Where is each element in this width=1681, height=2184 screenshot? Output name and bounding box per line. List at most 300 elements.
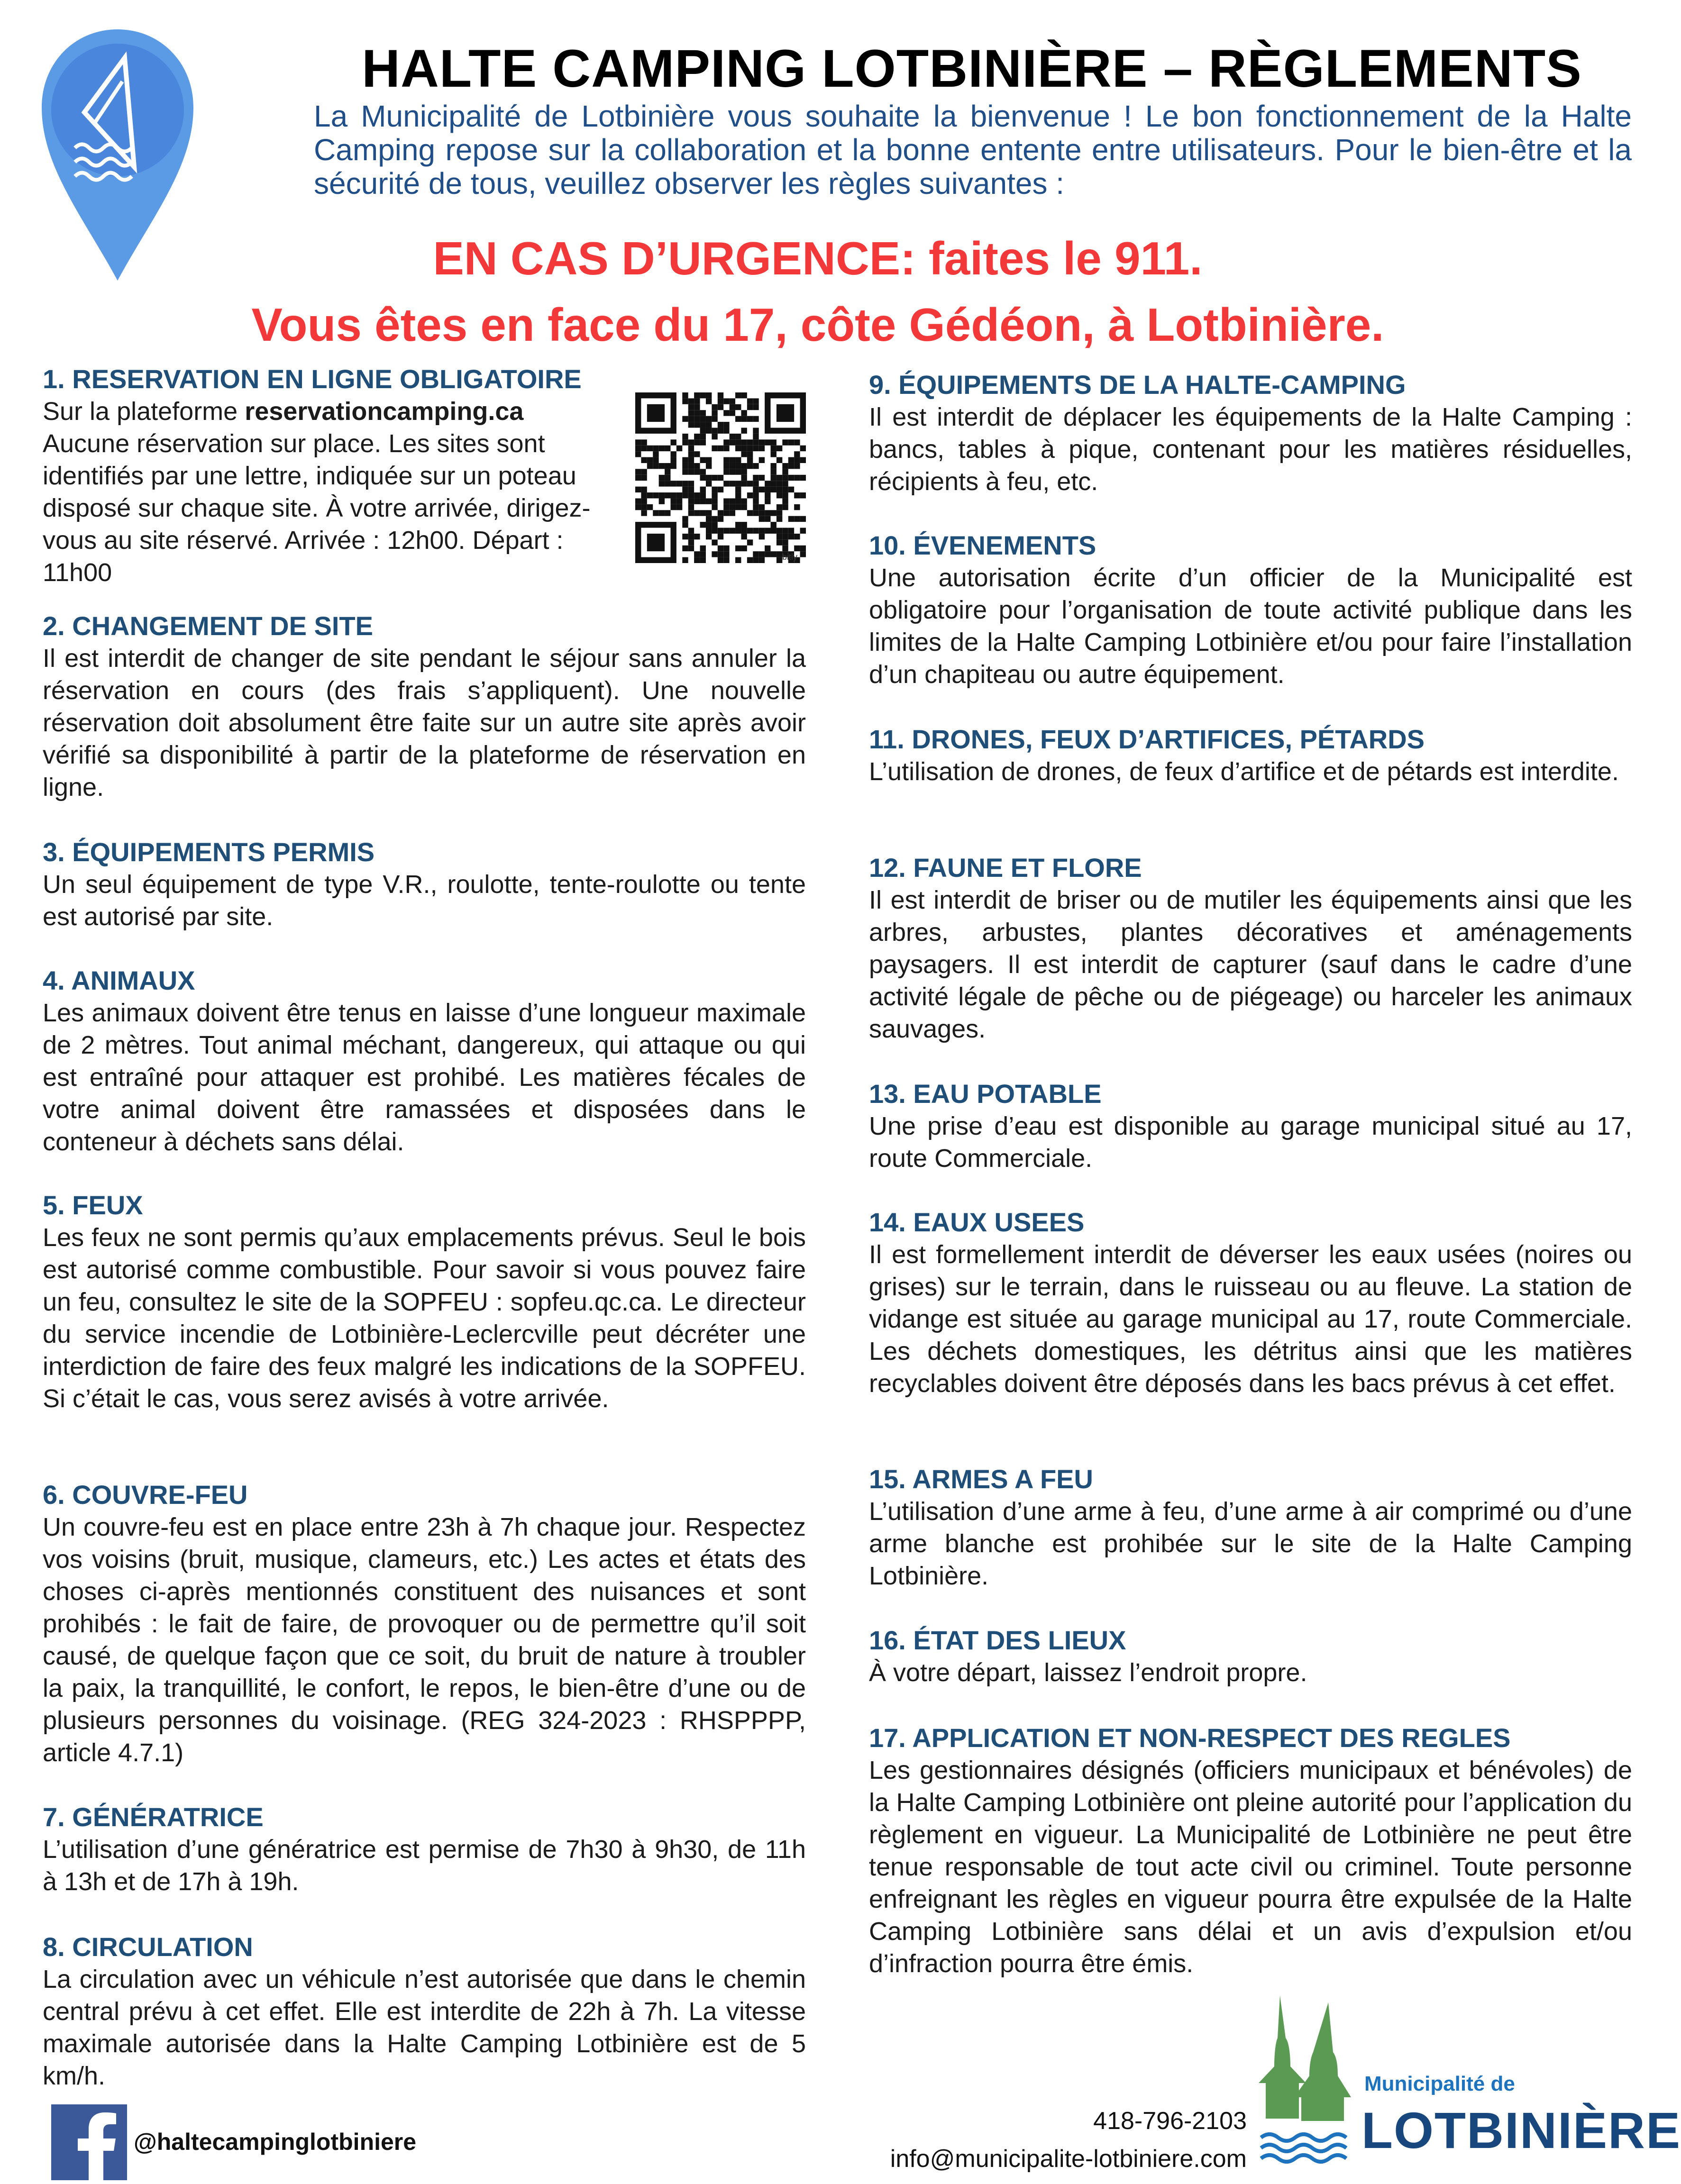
qr-module: [735, 498, 741, 504]
qr-module: [641, 469, 647, 474]
qr-module: [759, 510, 765, 516]
qr-module: [765, 546, 770, 551]
qr-module: [700, 439, 706, 445]
qr-module: [665, 469, 670, 474]
qr-module: [747, 439, 753, 445]
qr-module: [782, 528, 788, 534]
qr-module: [747, 451, 753, 457]
qr-module: [712, 416, 717, 422]
qr-module: [753, 510, 758, 516]
qr-module: [730, 498, 735, 504]
qr-module: [694, 404, 700, 410]
section-eaux-usees: [869, 1206, 1632, 1400]
qr-module: [682, 457, 688, 463]
qr-module: [735, 469, 741, 474]
qr-module: [753, 416, 758, 422]
qr-module: [771, 522, 777, 528]
qr-module: [759, 534, 765, 539]
section-heading: 13. EAU POTABLE: [869, 1079, 1102, 1109]
page-title: HALTE CAMPING LOTBINIÈRE – RÈGLEMENTS: [362, 39, 1582, 98]
qr-module: [718, 487, 723, 492]
qr-module: [670, 481, 676, 486]
qr-module: [688, 469, 694, 474]
qr-module: [682, 398, 688, 404]
qr-module: [723, 422, 729, 428]
qr-module: [700, 469, 706, 474]
qr-module: [777, 539, 782, 545]
qr-module: [694, 434, 700, 439]
qr-module: [771, 451, 777, 457]
qr-module: [670, 451, 676, 457]
qr-module: [788, 516, 794, 522]
qr-module: [694, 551, 700, 557]
qr-module: [782, 492, 788, 498]
qr-module: [788, 439, 794, 445]
section-generatrice: [43, 1801, 806, 1898]
facebook-handle[interactable]: @haltecampinglotbiniere: [134, 2129, 417, 2155]
qr-module: [794, 546, 800, 551]
qr-module: [688, 451, 694, 457]
facebook-icon[interactable]: [51, 2104, 127, 2180]
qr-module: [753, 551, 758, 557]
qr-finder: [647, 534, 665, 551]
qr-module: [753, 439, 758, 445]
qr-module: [759, 528, 765, 534]
qr-module: [735, 481, 741, 486]
qr-module: [688, 539, 694, 545]
qr-module: [700, 416, 706, 422]
qr-module: [682, 439, 688, 445]
qr-module: [723, 463, 729, 469]
qr-module: [735, 546, 741, 551]
qr-module: [741, 439, 747, 445]
qr-module: [712, 528, 717, 534]
qr-module: [653, 451, 658, 457]
qr-module: [771, 446, 777, 451]
qr-module: [800, 492, 806, 498]
qr-module: [765, 528, 770, 534]
qr-module: [759, 475, 765, 481]
section-heading: 14. EAUX USEES: [869, 1207, 1085, 1237]
qr-module: [706, 498, 712, 504]
qr-module: [718, 557, 723, 563]
section-text: Les gestionnaires désignés (officiers municipaux et bénévoles) de la Halte Camping Lotbinière ont pleine autorité pour l’application du règlement en vigueur. La Municipalité de Lotbinière ne peut être tenue responsable de tout acte civil ou criminel. Toute personne enfreignant les règles en vigueur pourra être expulsée de la Halte Camping Lotbinière sans délai et un avis d’expulsion et/ou d’infraction pourra être émis.: [869, 1756, 1632, 1978]
qr-module: [718, 510, 723, 516]
qr-module: [782, 475, 788, 481]
qr-module: [741, 416, 747, 422]
qr-module: [777, 481, 782, 486]
qr-module: [753, 487, 758, 492]
qr-module: [712, 446, 717, 451]
qr-module: [788, 463, 794, 469]
qr-module: [747, 557, 753, 563]
qr-module: [741, 498, 747, 504]
qr-module: [700, 546, 706, 551]
qr-module: [782, 504, 788, 510]
qr-module: [647, 446, 653, 451]
qr-module: [635, 469, 641, 474]
qr-module: [782, 534, 788, 539]
qr-module: [641, 487, 647, 492]
qr-module: [706, 528, 712, 534]
qr-module: [712, 475, 717, 481]
section-heading: 15. ARMES A FEU: [869, 1464, 1093, 1494]
section-text: L’utilisation d’une arme à feu, d’une arme à air comprimé ou d’une arme blanche est prohibée sur le site de la Halte Camping Lotbinière.: [869, 1497, 1632, 1590]
qr-module: [694, 422, 700, 428]
qr-module: [706, 463, 712, 469]
qr-module: [753, 557, 758, 563]
qr-module: [676, 481, 682, 486]
qr-module: [706, 481, 712, 486]
qr-module: [694, 463, 700, 469]
qr-module: [706, 457, 712, 463]
qr-module: [777, 534, 782, 539]
section-eau-potable: [869, 1078, 1632, 1174]
qr-module: [753, 475, 758, 481]
qr-module: [688, 534, 694, 539]
qr-module: [800, 457, 806, 463]
qr-module: [682, 546, 688, 551]
qr-module: [741, 410, 747, 416]
reservation-link[interactable]: reservationcamping.ca: [245, 397, 524, 426]
section-text: Les feux ne sont permis qu’aux emplacements prévus. Seul le bois est autorisé comme combustible. Pour savoir si vous pouvez faire un feu, consultez le site de la SOPFEU : sopfeu.qc.ca. Le directeur du service incendie de Lotbinière-Leclercville peut décréter une interdiction de faire des feux malgré les indications de la SOPFEU. Si c’était le cas, vous serez avisés à votre arrivée.: [43, 1223, 806, 1413]
qr-module: [782, 439, 788, 445]
logo-municipalite-label: Municipalité de: [1364, 2072, 1515, 2095]
qr-module: [712, 551, 717, 557]
qr-module: [682, 557, 688, 563]
qr-module: [712, 428, 717, 433]
email-address[interactable]: info@municipalite-lotbiniere.com: [890, 2145, 1247, 2173]
qr-module: [788, 475, 794, 481]
qr-module: [706, 398, 712, 404]
qr-module: [653, 492, 658, 498]
qr-module: [747, 528, 753, 534]
qr-module: [682, 522, 688, 528]
qr-module: [730, 434, 735, 439]
qr-module: [771, 481, 777, 486]
qr-module: [694, 534, 700, 539]
section-couvre-feu: [43, 1479, 806, 1769]
qr-module: [741, 463, 747, 469]
qr-module: [718, 516, 723, 522]
qr-module: [712, 498, 717, 504]
qr-module: [700, 428, 706, 433]
qr-module: [688, 510, 694, 516]
qr-finder: [777, 404, 794, 422]
qr-module: [723, 410, 729, 416]
qr-module: [718, 475, 723, 481]
qr-module: [730, 469, 735, 474]
qr-module: [676, 446, 682, 451]
phone-number: 418-796-2103: [1093, 2107, 1247, 2135]
qr-module: [723, 457, 729, 463]
qr-module: [735, 446, 741, 451]
qr-module: [735, 434, 741, 439]
qr-module: [794, 451, 800, 457]
qr-module: [694, 510, 700, 516]
qr-module: [777, 510, 782, 516]
qr-module: [688, 404, 694, 410]
qr-module: [723, 398, 729, 404]
section-text: Il est interdit de changer de site pendant le séjour sans annuler la réservation en cours (des frais s’appliquent). Une nouvelle réservation doit absolument être faite sur un autre site après avoir vérifié sa disponibilité à partir de la plateforme de réservation en ligne.: [43, 644, 806, 801]
qr-module: [794, 504, 800, 510]
location-line: Vous êtes en face du 17, côte Gédéon, à Lotbinière.: [251, 299, 1384, 351]
section-text: Il est interdit de briser ou de mutiler les équipements ainsi que les arbres, arbustes, plantes décoratives et aménagements paysagers. Il est interdit de capturer (sauf dans le cadre d’une activité légale de pêche ou de piégeage) ou harceler les animaux sauvages.: [869, 886, 1632, 1043]
section-feux: [43, 1189, 806, 1415]
qr-module: [659, 510, 665, 516]
qr-module: [688, 481, 694, 486]
section-text: Un seul équipement de type V.R., roulotte, tente-roulotte ou tente est autorisé par site.: [43, 870, 806, 931]
qr-module: [688, 463, 694, 469]
qr-module: [647, 504, 653, 510]
qr-module: [706, 392, 712, 398]
qr-module: [765, 510, 770, 516]
qr-module: [777, 557, 782, 563]
qr-module: [706, 510, 712, 516]
section-animaux: [43, 965, 806, 1158]
qr-module: [794, 457, 800, 463]
qr-module: [676, 498, 682, 504]
qr-module: [682, 469, 688, 474]
section-heading: 2. CHANGEMENT DE SITE: [43, 611, 373, 641]
qr-module: [682, 487, 688, 492]
section-heading: 10. ÉVENEMENTS: [869, 530, 1096, 560]
qr-module: [741, 392, 747, 398]
section-heading: 3. ÉQUIPEMENTS PERMIS: [43, 837, 375, 867]
qr-module: [700, 487, 706, 492]
qr-module: [777, 504, 782, 510]
qr-module: [712, 539, 717, 545]
qr-module: [759, 516, 765, 522]
qr-module: [670, 504, 676, 510]
qr-module: [782, 481, 788, 486]
qr-module: [676, 492, 682, 498]
qr-module: [723, 557, 729, 563]
section-text: La circulation avec un véhicule n’est autorisée que dans le chemin central prévu à cet effet. Elle est interdite de 22h à 7h. La vitesse maximale autorisée dans la Halte Camping Lotbinière est de 5 km/h.: [43, 1965, 806, 2090]
qr-module: [765, 439, 770, 445]
qr-module: [700, 475, 706, 481]
qr-module: [730, 410, 735, 416]
qr-label: bitly: [782, 552, 798, 562]
qr-module: [718, 528, 723, 534]
qr-module: [747, 398, 753, 404]
qr-module: [718, 422, 723, 428]
qr-module: [706, 522, 712, 528]
qr-module: [700, 492, 706, 498]
qr-module: [759, 487, 765, 492]
qr-module: [777, 551, 782, 557]
qr-module: [735, 522, 741, 528]
qr-module: [665, 492, 670, 498]
qr-finder: [647, 404, 665, 422]
qr-module: [777, 528, 782, 534]
section-heading: 12. FAUNE ET FLORE: [869, 853, 1142, 883]
qr-module: [723, 439, 729, 445]
qr-module: [682, 392, 688, 398]
qr-module: [800, 551, 806, 557]
qr-module: [782, 463, 788, 469]
qr-module: [765, 487, 770, 492]
qr-module: [741, 546, 747, 551]
qr-module: [782, 469, 788, 474]
section-equipements-permis: [43, 836, 806, 933]
qr-module: [759, 457, 765, 463]
qr-module: [777, 457, 782, 463]
qr-module: [706, 516, 712, 522]
qr-module: [753, 528, 758, 534]
qr-module: [723, 498, 729, 504]
qr-module: [794, 492, 800, 498]
qr-module: [723, 428, 729, 433]
qr-module: [753, 428, 758, 433]
qr-module: [735, 557, 741, 563]
qr-module: [647, 457, 653, 463]
qr-module: [688, 439, 694, 445]
qr-module: [706, 428, 712, 433]
emergency-line: EN CAS D’URGENCE: faites le 911.: [433, 232, 1203, 284]
qr-module: [777, 516, 782, 522]
qr-module: [723, 528, 729, 534]
qr-module: [659, 498, 665, 504]
qr-module: [700, 522, 706, 528]
qr-module: [741, 446, 747, 451]
qr-module: [694, 416, 700, 422]
qr-module: [753, 504, 758, 510]
qr-module: [694, 498, 700, 504]
qr-module: [741, 534, 747, 539]
section-application: [869, 1722, 1632, 1980]
qr-module: [794, 463, 800, 469]
qr-module: [682, 516, 688, 522]
qr-module: [659, 475, 665, 481]
qr-module: [735, 404, 741, 410]
qr-module: [741, 451, 747, 457]
qr-module: [682, 534, 688, 539]
qr-module: [794, 534, 800, 539]
qr-module: [730, 439, 735, 445]
qr-module: [759, 439, 765, 445]
qr-module: [706, 422, 712, 428]
qr-module: [782, 498, 788, 504]
qr-module: [747, 404, 753, 410]
qr-module: [700, 392, 706, 398]
qr-module: [688, 416, 694, 422]
qr-module: [782, 487, 788, 492]
qr-module: [682, 492, 688, 498]
section-heading: 8. CIRCULATION: [43, 1932, 253, 1962]
qr-module: [723, 504, 729, 510]
qr-module: [747, 539, 753, 545]
qr-module: [670, 498, 676, 504]
qr-module: [712, 410, 717, 416]
qr-module: [706, 475, 712, 481]
qr-module: [788, 457, 794, 463]
qr-module: [771, 510, 777, 516]
section-faune-flore: [869, 852, 1632, 1045]
qr-module: [665, 446, 670, 451]
qr-module: [747, 416, 753, 422]
qr-module: [794, 439, 800, 445]
qr-module: [718, 398, 723, 404]
qr-module: [712, 404, 717, 410]
qr-module: [647, 463, 653, 469]
qr-module: [670, 439, 676, 445]
qr-module: [730, 510, 735, 516]
qr-module: [718, 546, 723, 551]
section-heading: 5. FEUX: [43, 1190, 143, 1220]
qr-module: [712, 504, 717, 510]
qr-module: [694, 398, 700, 404]
qr-module: [688, 504, 694, 510]
qr-module: [747, 492, 753, 498]
qr-module: [718, 446, 723, 451]
qr-module: [765, 551, 770, 557]
section-text: Une autorisation écrite d’un officier de la Municipalité est obligatoire pour l’organisation de toute activité publique dans les limites de la Halte Camping Lotbinière et/ou pour faire l’installation d’un chapiteau ou autre équipement.: [869, 564, 1632, 689]
qr-module: [723, 469, 729, 474]
section-armes: [869, 1463, 1632, 1592]
qr-module: [712, 522, 717, 528]
qr-module: [712, 487, 717, 492]
qr-module: [800, 446, 806, 451]
qr-module: [665, 463, 670, 469]
qr-module: [788, 487, 794, 492]
qr-module: [718, 428, 723, 433]
section-heading: 1. RESERVATION EN LIGNE OBLIGATOIRE: [43, 364, 582, 394]
qr-module: [771, 469, 777, 474]
qr-code[interactable]: [635, 392, 806, 563]
qr-module: [700, 510, 706, 516]
qr-module: [741, 522, 747, 528]
qr-module: [771, 475, 777, 481]
qr-module: [735, 504, 741, 510]
qr-module: [670, 457, 676, 463]
qr-module: [771, 463, 777, 469]
qr-module: [777, 446, 782, 451]
qr-module: [718, 392, 723, 398]
qr-module: [735, 463, 741, 469]
section-heading: 7. GÉNÉRATRICE: [43, 1802, 264, 1832]
qr-module: [735, 528, 741, 534]
qr-module: [718, 551, 723, 557]
qr-module: [635, 498, 641, 504]
qr-module: [788, 534, 794, 539]
qr-module: [759, 551, 765, 557]
qr-module: [641, 439, 647, 445]
qr-module: [694, 451, 700, 457]
qr-module: [706, 534, 712, 539]
qr-module: [688, 492, 694, 498]
section-equipements-halte: [869, 369, 1632, 498]
qr-module: [741, 428, 747, 433]
qr-module: [718, 404, 723, 410]
qr-module: [753, 404, 758, 410]
qr-module: [730, 463, 735, 469]
qr-module: [700, 551, 706, 557]
qr-module: [700, 498, 706, 504]
section-text: Il est interdit de déplacer les équipements de la Halte Camping : bancs, tables à pique, contenant pour les matières résiduelles, récipients à feu, etc.: [869, 403, 1632, 496]
qr-module: [730, 457, 735, 463]
qr-module: [723, 510, 729, 516]
qr-module: [688, 487, 694, 492]
qr-module: [682, 416, 688, 422]
qr-module: [641, 446, 647, 451]
qr-module: [688, 398, 694, 404]
section-text: Il est formellement interdit de déverser les eaux usées (noires ou grises) sur le terrain, dans le ruisseau ou au fleuve. La station de vidange est située au garage municipal au 17, route Commerciale. Les déchets domestiques, les détritus ainsi que les matières recyclables doivent être déposés dans les bacs prévus à cet effet.: [869, 1240, 1632, 1398]
qr-module: [706, 416, 712, 422]
qr-module: [753, 481, 758, 486]
qr-module: [735, 487, 741, 492]
qr-module: [735, 392, 741, 398]
